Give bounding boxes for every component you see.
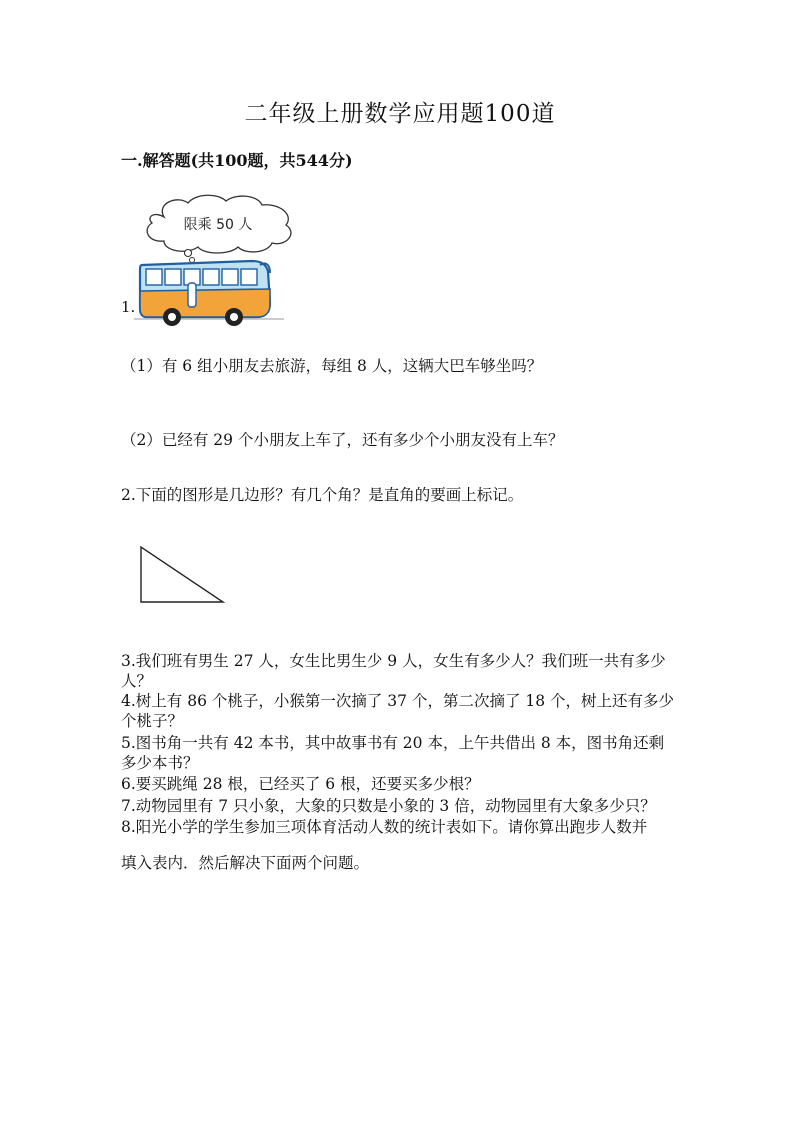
bus-wheel-front [163,308,181,326]
question-8-line-1: 8.阳光小学的学生参加三项体育活动人数的统计表如下。请你算出跑步人数并 [121,818,648,836]
question-8-line-2: 填入表内．然后解决下面两个问题。 [121,854,370,872]
question-1-part-2: （2）已经有 29 个小朋友上车了，还有多少个小朋友没有上车？ [121,431,564,449]
bus-illustration [134,193,304,328]
question-3-line-2: 人？ [121,672,153,690]
question-3-line-1: 3.我们班有男生 27 人，女生比男生少 9 人，女生有多少人？我们班一共有多少 [121,652,666,670]
question-4-line-1: 4.树上有 86 个桃子，小猴第一次摘了 37 个，第二次摘了 18 个，树上还有多少 [121,692,675,710]
cloud-sign-text: 限乘 50 人 [183,217,253,233]
question-4-line-2: 个桃子？ [121,712,184,730]
page-title: 二年级上册数学应用题100道 [244,101,556,127]
question-6: 6.要买跳绳 28 根，已经买了 6 根，还要买多少根？ [121,775,480,793]
question-7: 7.动物园里有 7 只小象，大象的只数是小象的 3 倍，动物园里有大象多少只？ [121,797,656,815]
question-1-number: 1. [121,298,136,316]
cloud-sign [147,195,291,262]
triangle-shape [141,547,223,602]
question-5-line-1: 5.图书角一共有 42 本书，其中故事书有 20 本，上午共借出 8 本，图书角还剩 [121,734,665,752]
bus-icon [134,261,284,326]
question-5-line-2: 多少本书？ [121,754,199,772]
bus-wheel-rear [225,308,243,326]
right-triangle-figure [136,542,228,606]
section-heading: 一.解答题(共100题，共544分) [121,151,353,170]
question-1-part-1: （1）有 6 组小朋友去旅游，每组 8 人，这辆大巴车够坐吗？ [121,357,543,375]
question-2: 2.下面的图形是几边形？有几个角？是直角的要画上标记。 [121,486,524,504]
